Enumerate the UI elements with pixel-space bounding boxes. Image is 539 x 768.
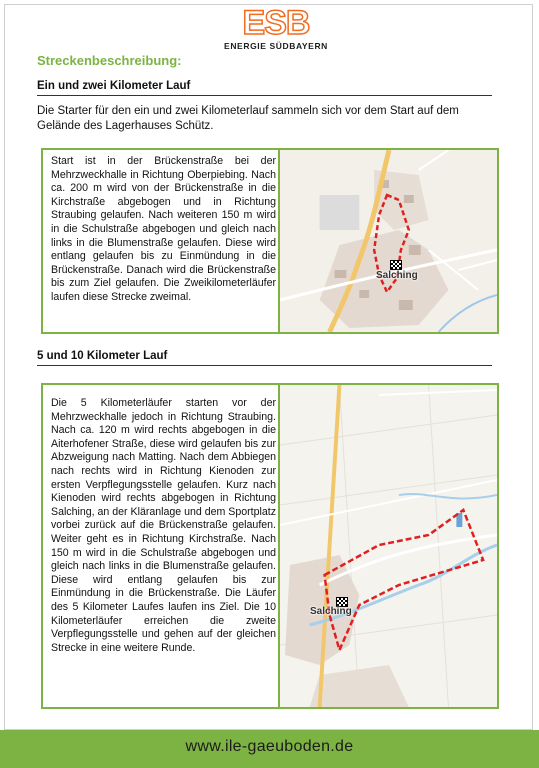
course-1-heading: Ein und zwei Kilometer Lauf (37, 80, 191, 92)
course-2-map-graphic (280, 385, 497, 707)
logo-subtitle: ENERGIE SÜDBAYERN (224, 41, 328, 51)
section-title: Streckenbeschreibung: (37, 53, 182, 68)
footer-url[interactable]: www.ile-gaeuboden.de (185, 738, 354, 755)
footer-bar (0, 730, 539, 768)
course-1-heading-rule (37, 95, 492, 96)
course-2-heading-rule (37, 365, 492, 366)
course-2-box (41, 383, 499, 709)
course-1-intro: Die Starter für den ein und zwei Kilometerlauf sammeln sich vor dem Start auf dem Gelände des Lagerhauses Schütz. (37, 105, 459, 132)
course-1-map-graphic (280, 150, 497, 332)
course-1-description: Start ist in der Brückenstraße bei der Mehrzweckhalle in Richtung Oberpiebing. Nach ca. 200 m wird von der Brückenstraße in die Kirchstraße abgebogen und in Richtung Straubing gelaufen. Nach weiteren 150 m wird in die Schulstraße abgebogen und gleich nach links in die Blumenstraße gelaufen. Diese wird entlang gelaufen bis zu Einmündung in die Brückenstraße. Danach wird die Brückenstraße bis zum Ziel gelaufen. Die Zweikilometerläufer laufen diese Strecke zweimal. (51, 155, 276, 303)
esb-logo (212, 6, 340, 50)
course-1-map (280, 150, 497, 332)
finish-flag-icon (390, 260, 402, 270)
course-2-map (280, 385, 497, 707)
course-2-description: Die 5 Kilometerläufer starten vor der Mehrzweckhalle jedoch in Richtung Straubing. Nach ca. 120 m wird rechts abgebogen in die Aiterhofener Straße, diese wird gelaufen bis zur Abzweigung nach Matting. Nach dem Abbiegen nach rechts wird in Richtung Kienoden zur ersten Verpflegungsstelle gelaufen. Kurz nach Kienoden wird rechts abgebogen in Richtung Salching, an der Kläranlage und dem Sportplatz vorbei zurück auf die Brückenstraße gelaufen. Weiter geht es in Richtung Kirchstraße. Nach 150 m wird in die Schulstraße abgebogen und gleich nach links in die Blumenstraße gelaufen. Diese wird entlang gelaufen bis zur Einmündung in die Brückenstraße. Die Läufer des 5 Kilometer Laufes laufen ins Ziel. Die 10 Kilometerläufer erreichen die zweite Verpflegungsstelle und gehen auf der gleichen Strecke in eine weitere Runde. (51, 397, 276, 654)
course-2-heading: 5 und 10 Kilometer Lauf (37, 350, 168, 362)
logo-letters: ESB (242, 4, 310, 42)
course-2-map-label: Salching (310, 606, 352, 617)
course-1-box (41, 148, 499, 334)
course-1-map-label: Salching (376, 270, 418, 281)
